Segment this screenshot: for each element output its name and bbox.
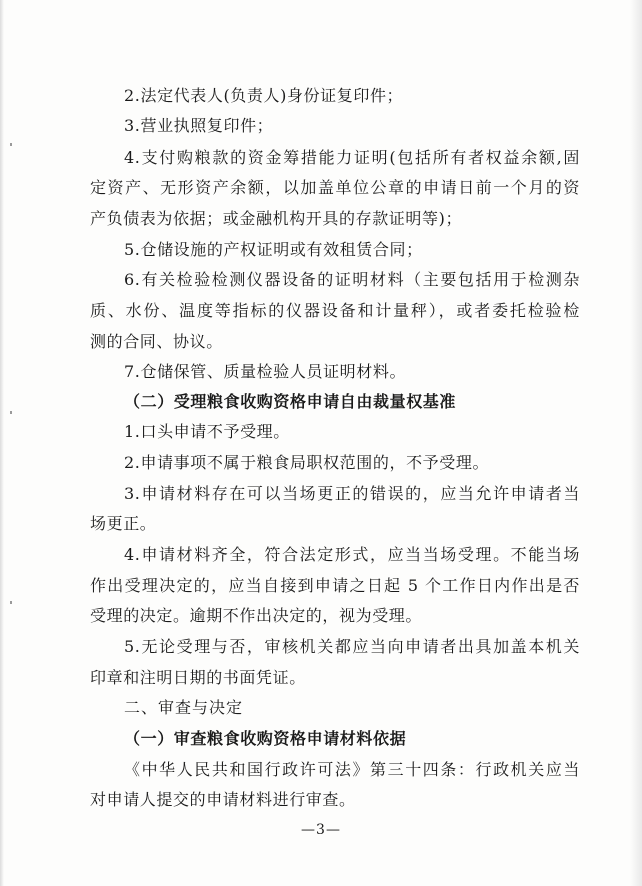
list-item-6-line-3: 测的合同、协议。 (90, 332, 223, 351)
law-citation-line-1: 《中华人民共和国行政许可法》第三十四条：行政机关应当 (124, 760, 580, 779)
rule-item-5-line-2: 印章和注明日期的书面凭证。 (90, 668, 306, 687)
list-item-7: 7.仓储保管、质量检验人员证明材料。 (124, 362, 407, 381)
rule-item-4-line-3: 受理的决定。逾期不作出决定的，视为受理。 (90, 606, 423, 625)
rule-item-3-line-2: 场更正。 (90, 514, 157, 533)
rule-item-3-line-1: 3.申请材料存在可以当场更正的错误的，应当允许申请者当 (124, 484, 580, 503)
list-item-6-line-2: 质、水份、温度等指标的仪器设备和计量秤），或者委托检验检 (90, 301, 580, 320)
rule-item-5-line-1: 5.无论受理与否，审核机关都应当向申请者出具加盖本机关 (124, 637, 580, 656)
list-item-4-line-1: 4.支付购粮款的资金筹措能力证明(包括所有者权益余额,固 (124, 148, 580, 167)
law-citation-line-2: 对申请人提交的申请材料进行审查。 (90, 790, 356, 809)
list-item-3: 3.营业执照复印件； (124, 116, 274, 135)
scan-edge-right (630, 0, 642, 886)
scan-edge-left (0, 0, 4, 886)
section-heading-acceptance: （二）受理粮食收购资格申请自由裁量权基准 (124, 392, 457, 411)
section-heading-review: 二、审查与决定 (124, 698, 244, 717)
subsection-heading-basis: （一）审查粮食收购资格申请材料依据 (124, 729, 407, 748)
list-item-5: 5.仓储设施的产权证明或有效租赁合同； (124, 240, 423, 259)
list-item-6-line-1: 6.有关检验检测仪器设备的证明材料（主要包括用于检测杂 (124, 270, 580, 289)
scan-mark (10, 143, 12, 146)
scan-mark (10, 411, 12, 414)
rule-item-2: 2.申请事项不属于粮食局职权范围的，不予受理。 (124, 453, 490, 472)
rule-item-4-line-2: 作出受理决定的，应当自接到申请之日起 5 个工作日内作出是否 (90, 576, 580, 595)
list-item-4-line-2: 定资产、无形资产余额，以加盖单位公章的申请日前一个月的资 (90, 178, 580, 197)
list-item-4-line-3: 产负债表为依据；或金融机构开具的存款证明等)； (90, 209, 463, 228)
scan-mark (10, 601, 12, 604)
rule-item-4-line-1: 4.申请材料齐全，符合法定形式，应当当场受理。不能当场 (124, 545, 580, 564)
list-item-2: 2.法定代表人(负责人)身份证复印件； (124, 86, 404, 105)
page-number: —3— (301, 822, 341, 838)
rule-item-1: 1.口头申请不予受理。 (124, 422, 290, 441)
